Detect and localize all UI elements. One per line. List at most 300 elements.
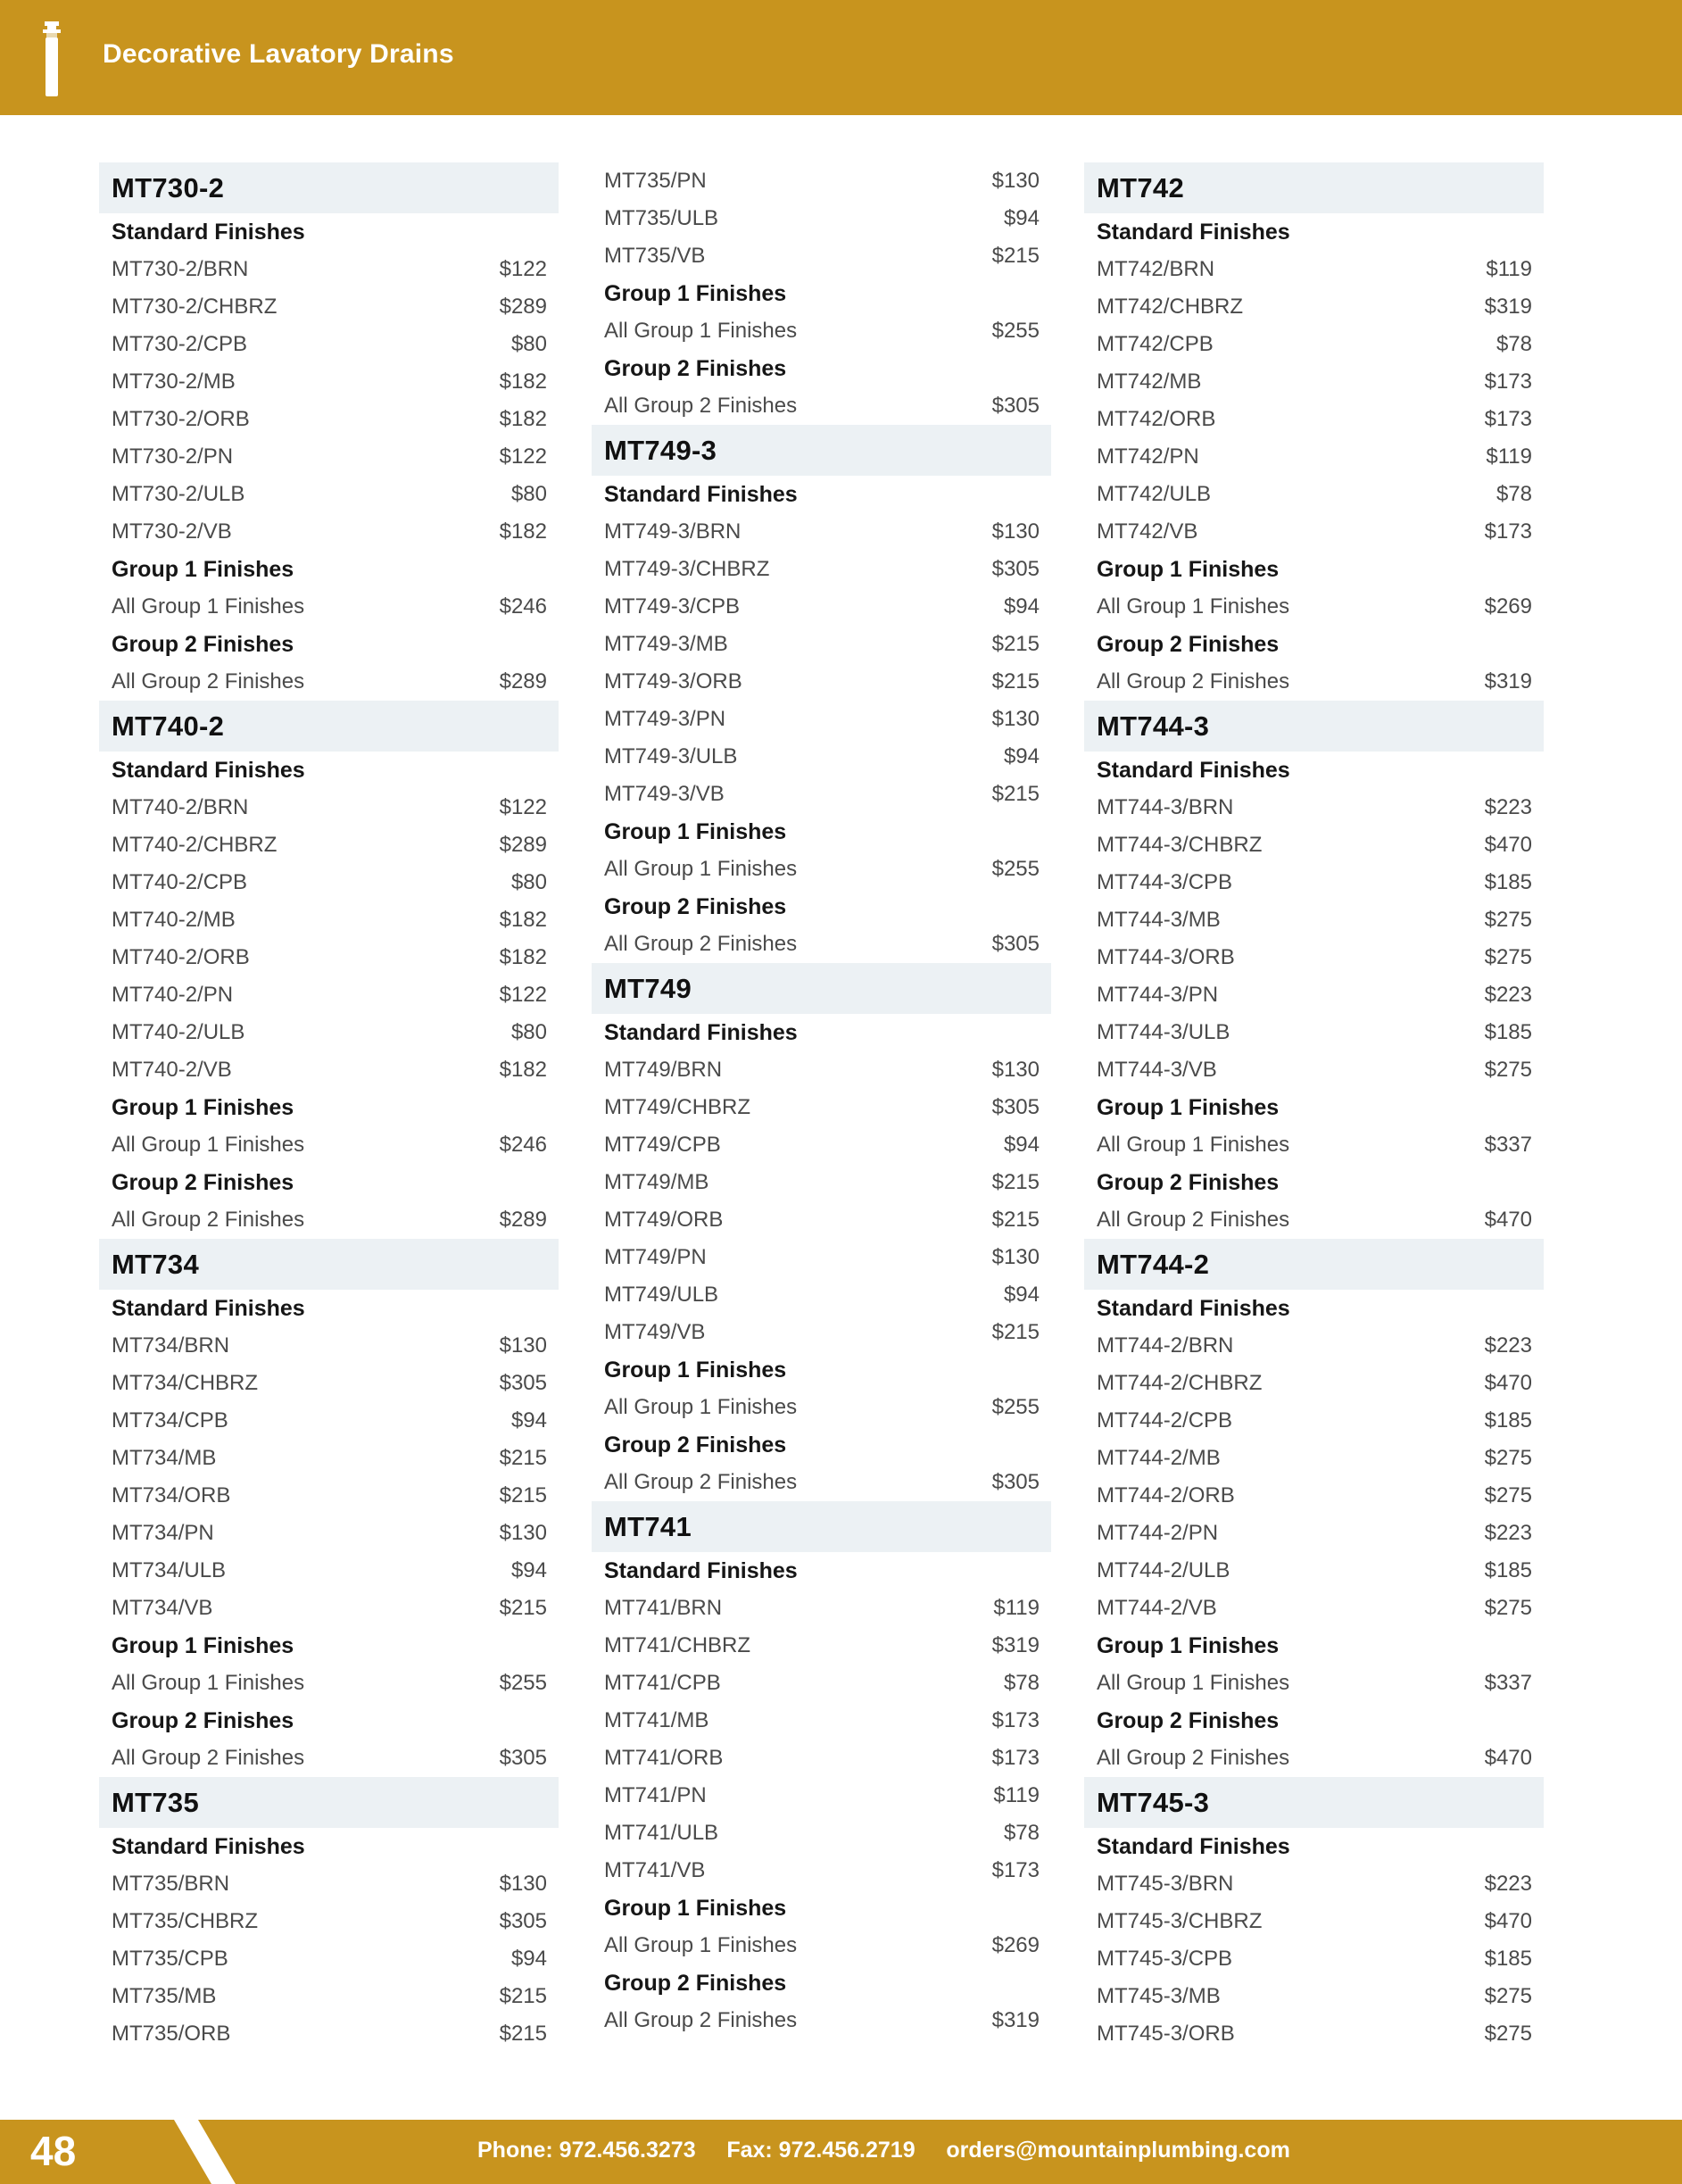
price-row — [1084, 401, 1544, 438]
item-sku: All Group 1 Finishes — [112, 1133, 305, 1157]
item-sku: All Group 2 Finishes — [604, 932, 798, 956]
item-sku: MT740-2/VB — [112, 1058, 232, 1082]
price-row — [1084, 1014, 1544, 1051]
item-sku: MT742/PN — [1097, 444, 1199, 469]
item-price: $470 — [1484, 1371, 1532, 1395]
item-price: $78 — [1003, 1671, 1040, 1695]
item-price: $130 — [499, 1872, 547, 1896]
price-row — [592, 588, 1051, 626]
price-row — [1084, 1440, 1544, 1477]
price-row — [592, 237, 1051, 275]
price-row — [99, 864, 559, 901]
price-row — [1084, 2015, 1544, 2053]
item-price: $215 — [499, 2022, 547, 2046]
item-price: $94 — [1003, 594, 1040, 619]
item-price: $130 — [991, 169, 1040, 193]
price-row — [99, 901, 559, 939]
price-row — [592, 1927, 1051, 1964]
item-sku: MT740-2/PN — [112, 983, 234, 1007]
item-price: $305 — [991, 1095, 1040, 1119]
item-price: $275 — [1484, 945, 1532, 969]
finish-group-heading: Group 1 Finishes — [604, 1896, 787, 1921]
price-row — [1084, 588, 1544, 626]
finish-group-heading: Group 2 Finishes — [604, 1971, 787, 1996]
item-sku: MT749-3/CHBRZ — [604, 557, 770, 581]
price-row — [1084, 939, 1544, 976]
item-price: $269 — [1484, 594, 1532, 619]
item-sku: All Group 2 Finishes — [112, 669, 305, 693]
price-row — [99, 476, 559, 513]
item-price: $223 — [1484, 983, 1532, 1007]
finish-group-heading: Group 1 Finishes — [604, 819, 787, 844]
item-price: $185 — [1484, 1020, 1532, 1044]
item-sku: MT734/MB — [112, 1446, 217, 1470]
item-price: $173 — [1484, 370, 1532, 394]
item-price: $470 — [1484, 1746, 1532, 1770]
finish-group-heading: Group 2 Finishes — [604, 894, 787, 919]
item-price: $215 — [991, 669, 1040, 693]
item-sku: MT735/BRN — [112, 1872, 230, 1896]
item-price: $185 — [1484, 1558, 1532, 1582]
item-price: $337 — [1484, 1133, 1532, 1157]
price-row — [1084, 1865, 1544, 1903]
item-sku: MT744-3/MB — [1097, 908, 1221, 932]
item-price: $215 — [991, 244, 1040, 268]
price-row — [592, 1276, 1051, 1314]
item-sku: MT730-2/BRN — [112, 257, 249, 281]
price-row — [1084, 288, 1544, 326]
page-header — [0, 0, 1682, 115]
item-sku: MT749-3/BRN — [604, 519, 742, 544]
price-row — [1084, 1940, 1544, 1978]
drain-icon — [41, 21, 62, 96]
product-model-heading: MT749-3 — [592, 425, 1051, 476]
item-price: $255 — [499, 1671, 547, 1695]
item-sku: MT749/VB — [604, 1320, 706, 1344]
price-row — [99, 251, 559, 288]
product-model-heading: MT741 — [592, 1501, 1051, 1552]
item-price: $319 — [1484, 669, 1532, 693]
item-sku: All Group 2 Finishes — [112, 1746, 305, 1770]
price-row — [1084, 976, 1544, 1014]
item-sku: MT742/ULB — [1097, 482, 1212, 506]
item-sku: MT744-2/ORB — [1097, 1483, 1235, 1507]
item-sku: MT749/ULB — [604, 1283, 719, 1307]
item-price: $94 — [510, 1408, 547, 1432]
product-model-heading: MT730-2 — [99, 162, 559, 213]
item-price: $269 — [991, 1933, 1040, 1957]
item-price: $182 — [499, 908, 547, 932]
item-price: $182 — [499, 945, 547, 969]
item-sku: MT749-3/PN — [604, 707, 726, 731]
price-row — [99, 1051, 559, 1089]
item-sku: All Group 2 Finishes — [604, 1470, 798, 1494]
item-sku: MT740-2/BRN — [112, 795, 249, 819]
price-row — [99, 1126, 559, 1164]
item-price: $223 — [1484, 795, 1532, 819]
item-sku: MT741/PN — [604, 1783, 707, 1807]
item-sku: All Group 1 Finishes — [604, 1395, 798, 1419]
price-row — [1084, 1978, 1544, 2015]
finish-group-heading: Group 2 Finishes — [112, 632, 294, 657]
price-row — [1084, 1552, 1544, 1590]
item-price: $305 — [499, 1371, 547, 1395]
price-row — [99, 1590, 559, 1627]
item-price: $119 — [1486, 444, 1532, 469]
finish-group-heading: Group 2 Finishes — [604, 1432, 787, 1457]
item-price: $246 — [499, 594, 547, 619]
price-column-3 — [1084, 162, 1544, 2053]
item-price: $305 — [991, 932, 1040, 956]
price-row — [99, 663, 559, 701]
price-row — [592, 1777, 1051, 1814]
price-row — [1084, 1402, 1544, 1440]
item-price: $275 — [1484, 1058, 1532, 1082]
finish-group-heading: Standard Finishes — [604, 1020, 798, 1045]
price-row — [99, 1402, 559, 1440]
item-price: $130 — [499, 1521, 547, 1545]
item-price: $94 — [510, 1947, 547, 1971]
price-row — [592, 1089, 1051, 1126]
item-sku: MT735/PN — [604, 169, 707, 193]
item-sku: MT744-2/PN — [1097, 1521, 1219, 1545]
price-row — [1084, 1903, 1544, 1940]
item-price: $246 — [499, 1133, 547, 1157]
item-sku: All Group 2 Finishes — [1097, 1746, 1290, 1770]
item-price: $319 — [991, 2008, 1040, 2032]
item-sku: MT734/PN — [112, 1521, 214, 1545]
item-sku: MT744-2/VB — [1097, 1596, 1217, 1620]
item-sku: MT740-2/ORB — [112, 945, 250, 969]
item-price: $173 — [991, 1858, 1040, 1882]
item-sku: MT734/VB — [112, 1596, 213, 1620]
price-row — [1084, 251, 1544, 288]
item-sku: MT745-3/CHBRZ — [1097, 1909, 1263, 1933]
price-row — [99, 1477, 559, 1515]
item-price: $275 — [1484, 908, 1532, 932]
price-row — [99, 1865, 559, 1903]
item-price: $119 — [1486, 257, 1532, 281]
item-price: $80 — [510, 1020, 547, 1044]
price-row — [1084, 663, 1544, 701]
price-row — [592, 1814, 1051, 1852]
item-price: $130 — [991, 1058, 1040, 1082]
item-sku: All Group 2 Finishes — [1097, 669, 1290, 693]
product-model-heading: MT734 — [99, 1239, 559, 1290]
item-price: $275 — [1484, 1446, 1532, 1470]
price-row — [1084, 864, 1544, 901]
item-sku: MT730-2/PN — [112, 444, 234, 469]
finish-group-heading: Group 1 Finishes — [604, 1358, 787, 1383]
finish-group-heading: Group 2 Finishes — [1097, 632, 1280, 657]
finish-group-heading: Standard Finishes — [112, 1296, 305, 1321]
item-sku: All Group 1 Finishes — [604, 857, 798, 881]
page-title: Decorative Lavatory Drains — [103, 39, 454, 69]
price-row — [99, 826, 559, 864]
item-sku: MT744-3/ORB — [1097, 945, 1235, 969]
item-price: $78 — [1003, 1821, 1040, 1845]
price-row — [592, 200, 1051, 237]
item-price: $173 — [991, 1708, 1040, 1732]
item-price: $122 — [499, 795, 547, 819]
item-sku: MT742/VB — [1097, 519, 1198, 544]
price-row — [1084, 1365, 1544, 1402]
item-price: $80 — [510, 332, 547, 356]
price-row — [1084, 513, 1544, 551]
item-sku: MT742/ORB — [1097, 407, 1216, 431]
price-row — [99, 939, 559, 976]
item-sku: MT749-3/ULB — [604, 744, 738, 768]
item-price: $173 — [1484, 519, 1532, 544]
finish-group-heading: Group 2 Finishes — [112, 1708, 294, 1733]
price-row — [1084, 1665, 1544, 1702]
item-sku: MT741/MB — [604, 1708, 709, 1732]
price-row — [99, 789, 559, 826]
item-price: $122 — [499, 257, 547, 281]
item-sku: MT730-2/MB — [112, 370, 236, 394]
finish-group-heading: Standard Finishes — [112, 220, 305, 245]
price-row — [99, 1552, 559, 1590]
item-price: $305 — [499, 1909, 547, 1933]
item-price: $130 — [499, 1333, 547, 1358]
price-row — [99, 513, 559, 551]
item-sku: MT745-3/ORB — [1097, 2022, 1235, 2046]
price-row — [592, 1126, 1051, 1164]
item-price: $305 — [991, 557, 1040, 581]
price-column-2 — [592, 162, 1051, 2039]
item-price: $215 — [991, 1320, 1040, 1344]
item-sku: MT749/PN — [604, 1245, 707, 1269]
price-row — [592, 387, 1051, 425]
price-row — [99, 1665, 559, 1702]
price-column-1 — [99, 162, 559, 2053]
item-sku: MT745-3/CPB — [1097, 1947, 1233, 1971]
item-sku: MT749/MB — [604, 1170, 709, 1194]
item-sku: MT730-2/ULB — [112, 482, 245, 506]
price-row — [1084, 363, 1544, 401]
product-model-heading: MT744-3 — [1084, 701, 1544, 752]
item-price: $130 — [991, 1245, 1040, 1269]
price-row — [99, 288, 559, 326]
item-sku: MT744-3/ULB — [1097, 1020, 1230, 1044]
item-sku: MT744-2/MB — [1097, 1446, 1221, 1470]
finish-group-heading: Group 2 Finishes — [604, 356, 787, 381]
item-sku: MT735/CPB — [112, 1947, 228, 1971]
price-row — [99, 326, 559, 363]
item-sku: All Group 1 Finishes — [1097, 1133, 1290, 1157]
item-price: $215 — [499, 1984, 547, 2008]
item-price: $94 — [1003, 744, 1040, 768]
price-row — [1084, 326, 1544, 363]
product-model-heading: MT735 — [99, 1777, 559, 1828]
price-row — [99, 2015, 559, 2053]
item-price: $275 — [1484, 1984, 1532, 2008]
item-sku: All Group 1 Finishes — [604, 1933, 798, 1957]
item-sku: MT744-3/BRN — [1097, 795, 1234, 819]
price-row — [592, 851, 1051, 888]
item-sku: MT742/MB — [1097, 370, 1202, 394]
price-row — [1084, 901, 1544, 939]
price-row — [1084, 1327, 1544, 1365]
item-sku: MT734/CHBRZ — [112, 1371, 259, 1395]
price-row — [1084, 438, 1544, 476]
product-model-heading: MT745-3 — [1084, 1777, 1544, 1828]
item-price: $185 — [1484, 1947, 1532, 1971]
item-sku: All Group 2 Finishes — [112, 1208, 305, 1232]
item-price: $223 — [1484, 1521, 1532, 1545]
item-price: $289 — [499, 1208, 547, 1232]
price-row — [592, 926, 1051, 963]
product-model-heading: MT742 — [1084, 162, 1544, 213]
price-row — [592, 1665, 1051, 1702]
item-price: $223 — [1484, 1333, 1532, 1358]
price-row — [99, 1327, 559, 1365]
price-row — [1084, 1201, 1544, 1239]
item-sku: MT735/CHBRZ — [112, 1909, 259, 1933]
price-row — [1084, 826, 1544, 864]
item-sku: MT740-2/CPB — [112, 870, 248, 894]
item-sku: MT734/BRN — [112, 1333, 230, 1358]
item-sku: MT735/MB — [112, 1984, 217, 2008]
item-sku: MT745-3/BRN — [1097, 1872, 1234, 1896]
price-row — [592, 1702, 1051, 1740]
item-sku: MT735/VB — [604, 244, 706, 268]
product-model-heading: MT744-2 — [1084, 1239, 1544, 1290]
item-price: $223 — [1484, 1872, 1532, 1896]
item-sku: MT742/BRN — [1097, 257, 1215, 281]
finish-group-heading: Standard Finishes — [604, 482, 798, 507]
item-sku: MT749-3/CPB — [604, 594, 741, 619]
price-row — [99, 438, 559, 476]
price-row — [1084, 1477, 1544, 1515]
price-row — [592, 1464, 1051, 1501]
item-sku: MT749-3/ORB — [604, 669, 742, 693]
item-sku: MT744-3/CHBRZ — [1097, 833, 1263, 857]
finish-group-heading: Standard Finishes — [1097, 1834, 1290, 1859]
finish-group-heading: Group 2 Finishes — [1097, 1708, 1280, 1733]
finish-group-heading: Standard Finishes — [112, 758, 305, 783]
item-price: $185 — [1484, 1408, 1532, 1432]
item-price: $305 — [499, 1746, 547, 1770]
item-price: $289 — [499, 833, 547, 857]
item-sku: MT749-3/VB — [604, 782, 725, 806]
price-row — [592, 1389, 1051, 1426]
finish-group-heading: Group 1 Finishes — [112, 557, 294, 582]
finish-group-heading: Group 1 Finishes — [112, 1633, 294, 1658]
price-row — [592, 1239, 1051, 1276]
item-sku: All Group 1 Finishes — [1097, 594, 1290, 619]
item-price: $182 — [499, 519, 547, 544]
page-number: 48 — [30, 2128, 77, 2174]
price-row — [592, 663, 1051, 701]
finish-group-heading: Standard Finishes — [1097, 1296, 1290, 1321]
item-sku: MT744-3/VB — [1097, 1058, 1217, 1082]
item-price: $215 — [499, 1446, 547, 1470]
price-row — [99, 1515, 559, 1552]
item-price: $182 — [499, 407, 547, 431]
price-row — [1084, 789, 1544, 826]
price-row — [592, 513, 1051, 551]
price-row — [592, 1590, 1051, 1627]
finish-group-heading: Standard Finishes — [1097, 758, 1290, 783]
page-footer — [0, 2120, 1682, 2184]
item-price: $119 — [993, 1783, 1040, 1807]
item-price: $275 — [1484, 2022, 1532, 2046]
price-row — [1084, 1051, 1544, 1089]
item-sku: All Group 1 Finishes — [112, 1671, 305, 1695]
price-row — [1084, 476, 1544, 513]
price-row — [1084, 1515, 1544, 1552]
item-price: $289 — [499, 295, 547, 319]
item-price: $80 — [510, 482, 547, 506]
item-price: $289 — [499, 669, 547, 693]
item-price: $319 — [991, 1633, 1040, 1657]
price-row — [99, 1440, 559, 1477]
price-row — [99, 1014, 559, 1051]
item-sku: MT741/ORB — [604, 1746, 724, 1770]
item-price: $275 — [1484, 1483, 1532, 1507]
contact-info: Phone: 972.456.3273 Fax: 972.456.2719 orders@mountainplumbing.com — [477, 2138, 1290, 2163]
finish-group-heading: Group 2 Finishes — [1097, 1170, 1280, 1195]
finish-group-heading: Standard Finishes — [1097, 220, 1290, 245]
item-sku: MT735/ORB — [112, 2022, 231, 2046]
price-row — [592, 701, 1051, 738]
item-price: $215 — [991, 782, 1040, 806]
price-row — [1084, 1740, 1544, 1777]
item-price: $122 — [499, 444, 547, 469]
price-row — [592, 626, 1051, 663]
item-sku: MT749/CPB — [604, 1133, 721, 1157]
item-price: $94 — [1003, 1133, 1040, 1157]
item-sku: All Group 1 Finishes — [604, 319, 798, 343]
item-price: $173 — [991, 1746, 1040, 1770]
item-price: $319 — [1484, 295, 1532, 319]
item-price: $78 — [1496, 482, 1532, 506]
finish-group-heading: Group 2 Finishes — [112, 1170, 294, 1195]
price-row — [99, 588, 559, 626]
item-sku: MT744-3/PN — [1097, 983, 1219, 1007]
item-sku: MT740-2/MB — [112, 908, 236, 932]
item-sku: MT741/VB — [604, 1858, 706, 1882]
item-sku: All Group 1 Finishes — [112, 594, 305, 619]
price-row — [592, 776, 1051, 813]
item-sku: MT741/BRN — [604, 1596, 723, 1620]
product-model-heading: MT749 — [592, 963, 1051, 1014]
item-sku: MT749-3/MB — [604, 632, 728, 656]
finish-group-heading: Group 1 Finishes — [1097, 1633, 1280, 1658]
price-row — [99, 401, 559, 438]
item-sku: MT730-2/CPB — [112, 332, 248, 356]
item-sku: MT745-3/MB — [1097, 1984, 1221, 2008]
item-sku: All Group 2 Finishes — [604, 394, 798, 418]
item-sku: MT744-2/CPB — [1097, 1408, 1233, 1432]
price-row — [592, 2002, 1051, 2039]
finish-group-heading: Group 1 Finishes — [1097, 557, 1280, 582]
price-row — [592, 1201, 1051, 1239]
item-price: $255 — [991, 1395, 1040, 1419]
item-sku: All Group 2 Finishes — [1097, 1208, 1290, 1232]
item-sku: MT740-2/ULB — [112, 1020, 245, 1044]
price-row — [99, 363, 559, 401]
item-price: $130 — [991, 707, 1040, 731]
item-sku: MT749/CHBRZ — [604, 1095, 751, 1119]
item-price: $470 — [1484, 1909, 1532, 1933]
item-price: $122 — [499, 983, 547, 1007]
price-row — [1084, 1590, 1544, 1627]
price-row — [592, 551, 1051, 588]
item-sku: MT741/CPB — [604, 1671, 721, 1695]
price-row — [592, 738, 1051, 776]
